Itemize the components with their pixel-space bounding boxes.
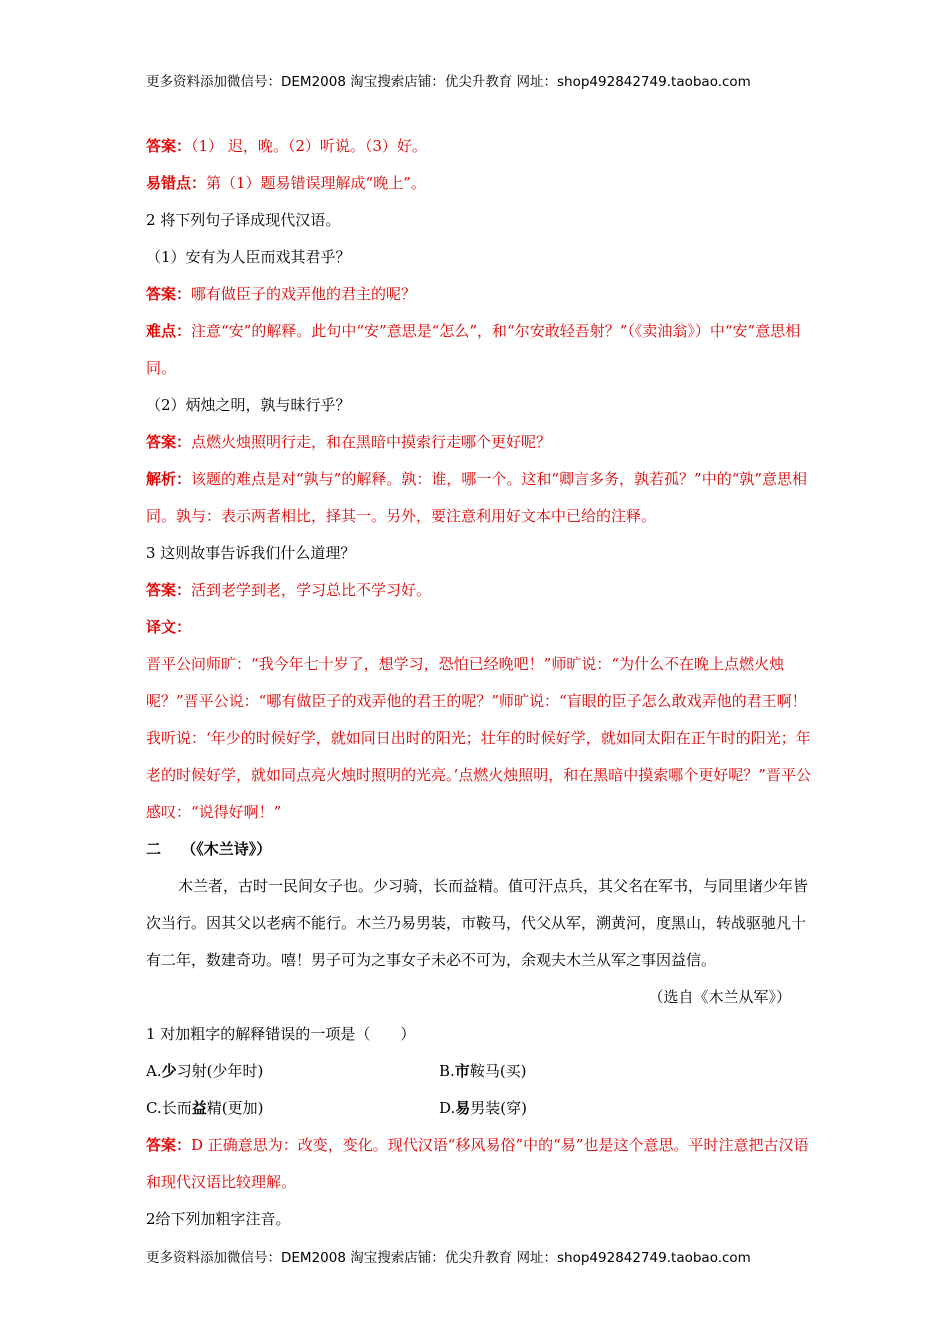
answer-3: 答案：活到老学到老，学习总比不学习好。: [146, 581, 432, 599]
options-row-2: [146, 1090, 811, 1127]
option-b: B.市鞍马(买): [439, 1062, 527, 1080]
page-footer: 更多资料添加微信号：DEM2008 淘宝搜索店铺：优尖升教育 网址：shop492842749.taobao.com: [146, 1250, 751, 1266]
question-3: 3 这则故事告诉我们什么道理？: [146, 544, 356, 562]
question-2-2: （2）炳烛之明，孰与昧行乎？: [146, 396, 351, 414]
passage-source: （选自《木兰从军》）: [648, 988, 791, 1006]
question-2: 2 将下列句子译成现代汉语。: [146, 211, 341, 229]
translation-label: 译文：: [146, 618, 192, 636]
mulan-question-2: 2给下列加粗字注音。: [146, 1210, 291, 1228]
document-body: [146, 128, 811, 1238]
answer-1: 答案：（1） 迟，晚。（2）听说。（3）好。: [146, 137, 427, 155]
analysis-2-2: 解析：该题的难点是对“孰与”的解释。孰：谁，哪一个。这和“卿言多务，孰若孤？”中的“孰”意思相同。孰与：表示两者相比，择其一。另外，要注意利用好文本中已给的注释。: [146, 470, 808, 525]
translation-text: 晋平公问师旷：“我今年七十岁了，想学习，恐怕已经晚吧！”师旷说：“为什么不在晚上点燃火烛呢？”晋平公说：“哪有做臣子的戏弄他的君王的呢？”师旷说：“盲眼的臣子怎么敢戏弄他的君王啊！我听说：‘年少的时候好学，就如同日出时的阳光；壮年的时候好学，就如同太阳在正午时的阳光；年老的时候好学，就如同点亮火烛时照明的光亮。’点燃火烛照明，和在黑暗中摸索哪个更好呢？”晋平公感叹：“说得好啊！”: [146, 655, 811, 821]
mulan-answer-1: 答案：D 正确意思为：改变，变化。现代汉语“移风易俗”中的“易”也是这个意思。平时注意把古汉语和现代汉语比较理解。: [146, 1136, 809, 1191]
mulan-question-1: 1 对加粗字的解释错误的一项是（ ）: [146, 1025, 416, 1043]
question-2-1: （1）安有为人臣而戏其君乎？: [146, 248, 351, 266]
option-c: C.长而益精(更加): [146, 1099, 264, 1117]
passage: 木兰者，古时一民间女子也。少习骑，长而益精。值可汗点兵，其父名在军书，与同里诸少年皆次当行。因其父以老病不能行。木兰乃易男装，市鞍马，代父从军，溯黄河，度黑山，转战驱驰凡十有二年，数建奇功。嘻！男子可为之事女子未必不可为，余观夫木兰从军之事因益信。: [146, 877, 809, 969]
answer-2-1: 答案：哪有做臣子的戏弄他的君主的呢？: [146, 285, 417, 303]
section-2-title: 二 （《木兰诗》）: [146, 840, 272, 858]
option-a: A.少习射(少年时): [146, 1062, 264, 1080]
option-d: D.易男装(穿): [439, 1099, 527, 1117]
page-header: 更多资料添加微信号：DEM2008 淘宝搜索店铺：优尖升教育 网址：shop492842749.taobao.com: [146, 74, 751, 90]
difficulty-2-1: 难点：注意“安”的解释。此句中“安”意思是“怎么”，和“尔安敢轻吾射？”（《卖油翁》）中“安”意思相同。: [146, 322, 801, 377]
options-row-1: [146, 1053, 811, 1090]
error-point-1: 易错点：第（1）题易错误理解成“晚上”。: [146, 174, 426, 192]
answer-2-2: 答案：点燃火烛照明行走，和在黑暗中摸索行走哪个更好呢？: [146, 433, 552, 451]
